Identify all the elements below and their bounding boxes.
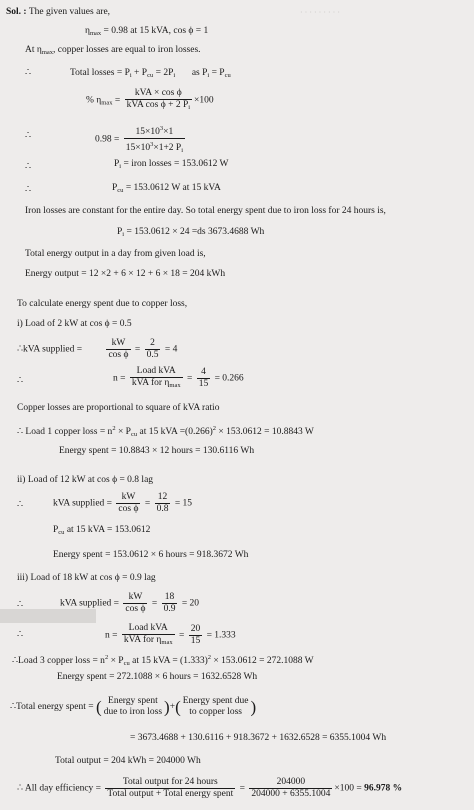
therefore-8: ∴: [17, 630, 24, 640]
therefore-2: ∴: [25, 131, 32, 141]
copper-prop: Copper losses are proportional to square of kVA ratio: [17, 403, 220, 413]
pi-line: $P_i$ = iron losses = 153.0612 W: [114, 159, 229, 170]
allday-result: 96.978 %: [364, 783, 403, 794]
sol-label: Sol. :: [6, 7, 27, 17]
energy-spent-1: Energy spent = 10.8843 × 12 hours = 130.6116 Wh: [59, 446, 255, 456]
allday-efficiency: ∴ All day efficiency = $\frac{\text{Total output for 24 hours}}{\text{Total output + Total energy spent}}$ = $\frac{204000}{204000 + 6355.1004}$ ×100 = 96.978 %: [17, 777, 403, 799]
n3-formula: n = $\frac{\text{Load kVA}}{kVA for \eta_{max}}$ = $\frac{20}{15}$ = 1.333: [105, 623, 236, 646]
therefore-3: ∴: [25, 162, 32, 172]
eff-fraction: $\frac{\text{kVA × cos ϕ}}{kVA \cos \phi + 2 P_i}$: [126, 88, 191, 111]
load-1-heading: i) Load of 2 kW at cos ϕ = 0.5: [17, 319, 132, 329]
therefore-6: ∴: [17, 500, 24, 510]
load-2-heading: ii) Load of 12 kW at cos ϕ = 0.8 lag: [17, 475, 154, 485]
energy-spent-3: Energy spent = 272.1088 × 6 hours = 1632.6528 Wh: [57, 672, 258, 682]
calc-copper: To calculate energy spent due to copper loss,: [17, 299, 188, 309]
therefore-1: ∴: [25, 68, 32, 78]
efficiency-formula: % $\eta_{max}$ = $\frac{\text{kVA × cos ϕ}}{kVA \cos \phi + 2 P_i}$ ×100: [86, 88, 214, 111]
load-3-heading: iii) Load of 18 kW at cos ϕ = 0.9 lag: [17, 573, 156, 583]
pcu-line: $P_{cu} = 153.0612$ W at 15 kVA: [112, 183, 221, 194]
intro-text: The given values are,: [28, 7, 111, 17]
n1-formula: n = $\frac{\text{Load kVA}}{kVA for \eta_{max}}$ = $\frac{4}{15}$ = 0.266: [113, 366, 244, 389]
load1-copper: ∴ Load 1 copper loss = $n^2 \times P_{cu}$ at 15 kVA $=(0.266)^2 \times 153.0612 = 10.8843$ W: [17, 425, 314, 438]
total-losses: Total losses = $P_i + P_{cu} = 2P_i$ as $P_i = P_{cu}$: [70, 68, 231, 79]
energy-spent-2: Energy spent = 153.0612 × 6 hours = 918.3672 Wh: [53, 550, 249, 560]
kva-supplied-2: kVA supplied = $\frac{kW}{\text{cos ϕ}}$ = $\frac{12}{0.8}$ = 15: [53, 492, 193, 514]
total-energy-line: ∴Total energy spent = ( Energy spent due to iron loss )+( Energy spent due to copper loss ): [10, 696, 257, 717]
therefore-4: ∴: [25, 185, 32, 195]
total-output-intro: Total energy output in a day from given load is,: [25, 249, 206, 259]
energy-output: Energy output = 12 ×2 + 6 × 12 + 6 × 18 = 204 kWh: [25, 269, 226, 279]
bleed-through-text: · · · · · · · · ·: [300, 8, 340, 17]
kva-supplied-3: kVA supplied = $\frac{kW}{\text{cos ϕ}}$ = $\frac{18}{0.9}$ = 20: [60, 592, 200, 614]
kva-supplied-1: ∴kVA supplied = $\frac{kW}{\text{cos ϕ}}$ = $\frac{2}{0.5}$ = 4: [17, 338, 178, 360]
pcu-15: $P_{cu}$ at 15 kVA = 153.0612: [53, 525, 151, 536]
load3-copper: ∴Load 3 copper loss = $n^2 \times P_{cu}$ at 15 kVA = $(1.333)^2 \times 153.0612 = 272.1088$ W: [12, 654, 314, 667]
therefore-5: ∴: [17, 376, 24, 386]
total-output-line: Total output = 204 kWh = 204000 Wh: [55, 756, 201, 766]
total-energy-value: = 3673.4688 + 130.6116 + 918.3672 + 1632.6528 = 6355.1004 Wh: [130, 733, 387, 743]
therefore-7: ∴: [17, 600, 24, 610]
eq-098: 0.98 = $\frac{15\times 10^3\times 1}{15\times 10^3\times 1+2 P_i}$: [95, 125, 184, 154]
at-eta-line: At $\eta_{max}$, copper losses are equal to iron losses.: [25, 45, 201, 56]
iron-const-text: Iron losses are constant for the entire day. So total energy spent due to iron loss for 24 hours is,: [25, 206, 386, 216]
pi-energy: $P_i = 153.0612 \times 24 =ds$ 3673.4688 Wh: [117, 227, 265, 238]
given-values: $\eta_{max} = 0.98$ at 15 kVA, cos ϕ = 1: [85, 26, 209, 37]
